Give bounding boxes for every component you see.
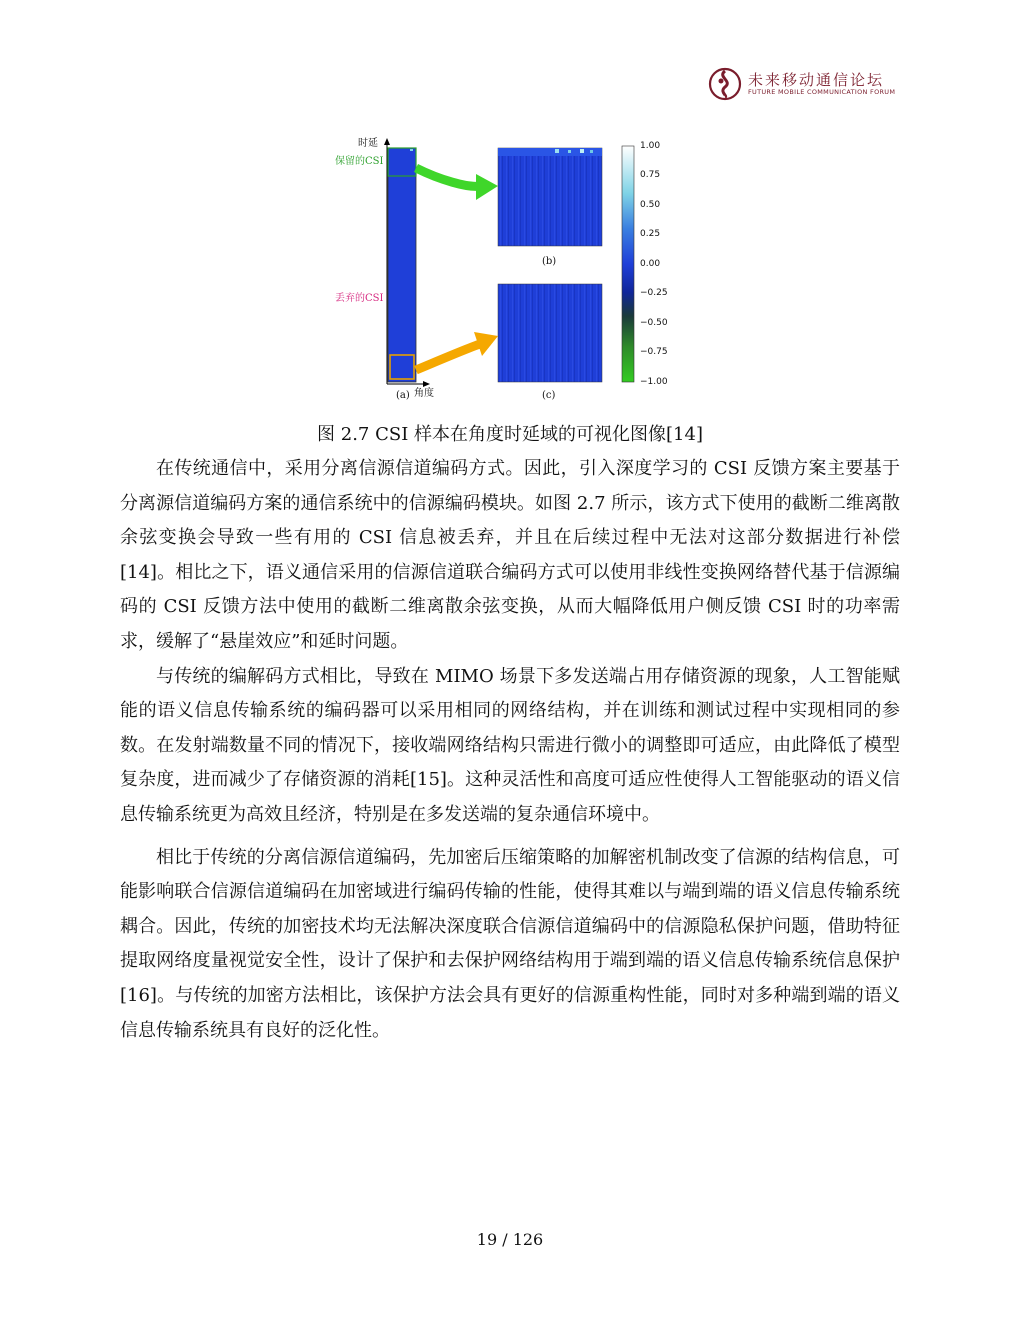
logo-chinese-text: 未来移动通信论坛: [748, 71, 885, 89]
dropped-csi-label: 丢弃的CSI: [335, 293, 384, 304]
panel-c-label: (c): [542, 390, 556, 401]
colorbar-tick: 1.00: [640, 141, 661, 151]
colorbar-tick: 0.25: [640, 229, 661, 239]
colorbar-tick: −0.75: [640, 347, 668, 357]
colorbar-tick: −1.00: [640, 377, 668, 387]
panel-a-label: (a): [396, 390, 410, 401]
colorbar-tick: −0.25: [640, 288, 668, 298]
body-text: [120, 452, 900, 1048]
axis-delay-label: 时延: [358, 138, 378, 149]
colorbar-tick: −0.50: [640, 318, 668, 328]
paragraph: 在传统通信中，采用分离信源信道编码方式。因此，引入深度学习的 CSI 反馈方案主要基于分离源信道编码方案的通信系统中的信源编码模块。如图 2.7 所示，该方式下使用的截断二维离散余弦变换会导致一些有用的 CSI 信息被丢弃，并且在后续过程中无法对这部分数据进行补偿[14]。相比之下，语义通信采用的信源信道联合编码方式可以使用非线性变换网络替代基于信源编码的 CSI 反馈方法中使用的截断二维离散余弦变换，从而大幅降低用户侧反馈 CSI 时的功率需求，缓解了“悬崖效应”和延时问题。: [120, 458, 900, 652]
page-number: 19 / 126: [476, 1230, 544, 1249]
csi-figure: [330, 134, 690, 406]
axis-angle-label: 角度: [414, 388, 434, 399]
csi-figure-graphic: [330, 134, 690, 406]
logo-english-text: FUTURE MOBILE COMMUNICATION FORUM: [748, 88, 896, 96]
figure-caption: 图 2.7 CSI 样本在角度时延域的可视化图像[14]: [317, 424, 703, 445]
paragraph: 相比于传统的分离信源信道编码，先加密后压缩策略的加解密机制改变了信源的结构信息，可能影响联合信源信道编码在加密域进行编码传输的性能，使得其难以与端到端的语义信息传输系统耦合。因此，传统的加密技术均无法解决深度联合信源信道编码中的信源隐私保护问题，借助特征提取网络度量视觉安全性，设计了保护和去保护网络结构用于端到端的语义信息传输系统信息保护[16]。与传统的加密方法相比，该保护方法会具有更好的信源重构性能，同时对多种端到端的语义信息传输系统具有良好的泛化性。: [120, 846, 900, 1041]
colorbar-tick: 0.00: [640, 259, 661, 269]
colorbar-tick: 0.50: [640, 200, 661, 210]
paragraph: 与传统的编解码方式相比，导致在 MIMO 场景下多发送端占用存储资源的现象，人工智能赋能的语义信息传输系统的编码器可以采用相同的网络结构，并在训练和测试过程中实现相同的参数。在发射端数量不同的情况下，接收端网络结构只需进行微小的调整即可适应，由此降低了模型复杂度，进而减少了存储资源的消耗[15]。这种灵活性和高度可适应性使得人工智能驱动的语义信息传输系统更为高效且经济，特别是在多发送端的复杂通信环境中。: [120, 665, 900, 825]
forum-logo-icon: [708, 67, 742, 101]
colorbar-tick: 0.75: [640, 170, 661, 180]
kept-csi-label: 保留的CSI: [335, 156, 384, 167]
panel-b-label: (b): [542, 256, 557, 267]
forum-logo: [708, 64, 896, 104]
